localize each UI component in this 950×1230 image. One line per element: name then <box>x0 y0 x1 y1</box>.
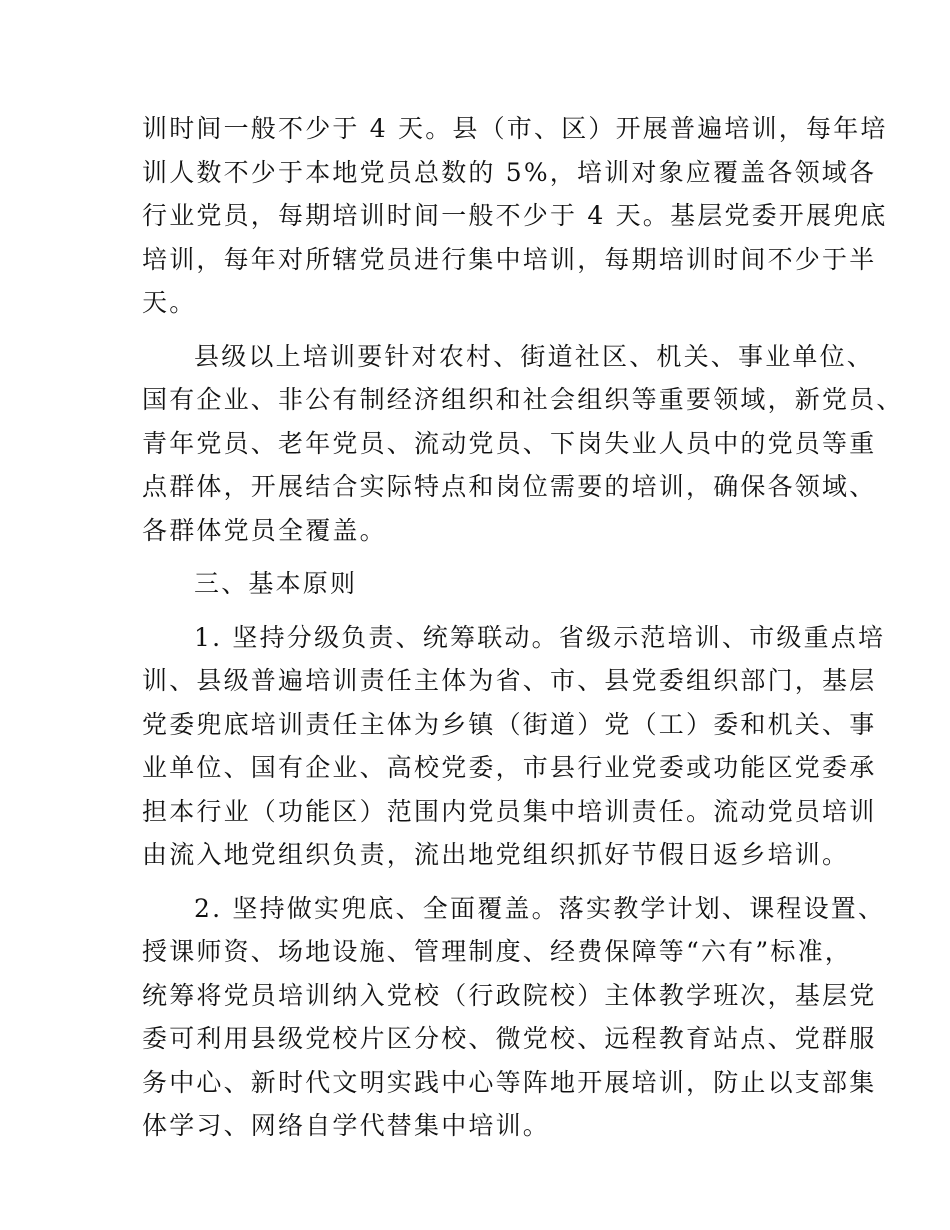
text-line: 统筹将党员培训纳入党校（行政院校）主体教学班次，基层党 <box>142 980 877 1010</box>
text-line: 训时间一般不少于 4 天。县（市、区）开展普遍培训，每年培 <box>142 114 888 143</box>
text-line: 担本行业（功能区）范围内党员集中培训责任。流动党员培训 <box>142 796 877 826</box>
text-line: 委可利用县级党校片区分校、微党校、远程教育站点、党群服 <box>142 1024 877 1053</box>
paragraph-key-fields <box>142 335 904 553</box>
paragraph-training-duration <box>142 107 888 325</box>
text-line: 训人数不少于本地党员总数的 5%，培训对象应覆盖各领域各 <box>142 157 877 187</box>
text-line: 点群体，开展结合实际特点和岗位需要的培训，确保各领域、 <box>142 472 877 501</box>
text-line: 县级以上培训要针对农村、街道社区、机关、事业单位、 <box>194 341 875 371</box>
text-line: 业单位、国有企业、高校党委，市县行业党委或功能区党委承 <box>142 753 877 782</box>
text-line: 体学习、网络自学代替集中培训。 <box>142 1111 551 1140</box>
text-line: 行业党员，每期培训时间一般不少于 4 天。基层党委开展兜底 <box>142 201 888 230</box>
text-line: 青年党员、老年党员、流动党员、下岗失业人员中的党员等重 <box>142 428 877 458</box>
text-line: 各群体党员全覆盖。 <box>142 515 387 545</box>
section-heading-basic-principles <box>142 562 827 606</box>
text-line: 党委兜底培训责任主体为乡镇（街道）党（工）委和机关、事 <box>142 709 877 739</box>
section-heading-text: 三、基本原则 <box>194 569 358 598</box>
paragraph-principle-1 <box>142 616 886 877</box>
text-line: 训、县级普遍培训责任主体为省、市、县党委组织部门，基层 <box>142 666 877 695</box>
text-line: 培训，每年对所辖党员进行集中培训，每期培训时间不少于半 <box>142 244 877 274</box>
text-line: 天。 <box>142 288 197 317</box>
text-line: 1. 坚持分级负责、统筹联动。省级示范培训、市级重点培 <box>194 622 886 652</box>
text-line: 务中心、新时代文明实践中心等阵地开展培训，防止以支部集 <box>142 1067 877 1097</box>
text-line: 国有企业、非公有制经济组织和社会组织等重要领域，新党员、 <box>142 385 904 414</box>
text-line: 授课师资、场地设施、管理制度、经费保障等“六有”标准， <box>142 937 852 966</box>
document-body <box>142 107 904 1158</box>
text-line: 2. 坚持做实兜底、全面覆盖。落实教学计划、课程设置、 <box>194 893 886 923</box>
text-line: 由流入地党组织负责，流出地党组织抓好节假日返乡培训。 <box>142 840 850 869</box>
paragraph-principle-2 <box>142 887 886 1148</box>
